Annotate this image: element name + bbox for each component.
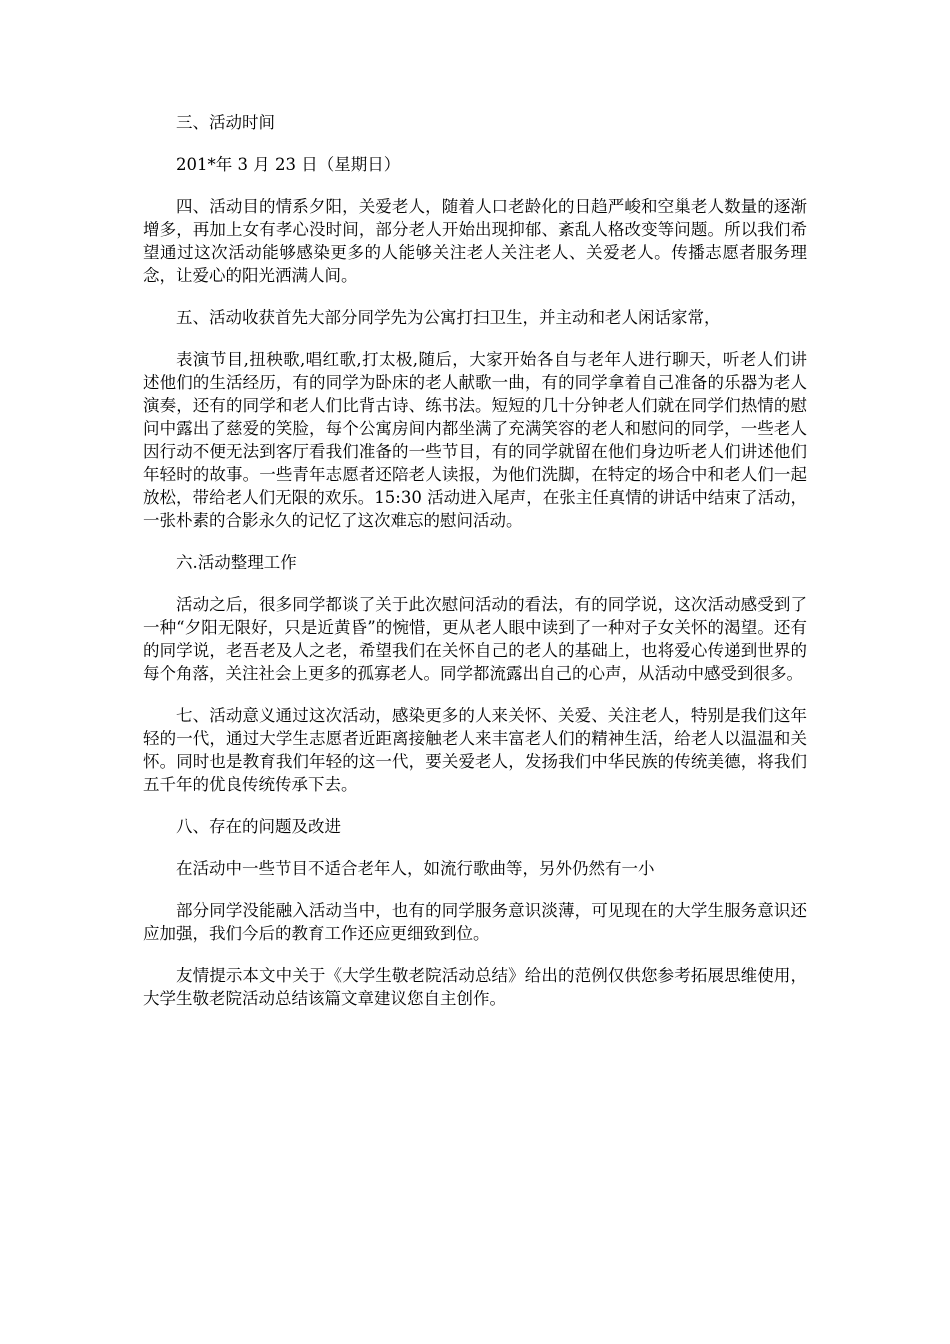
issues-line-2: 部分同学没能融入活动当中，也有的同学服务意识淡薄，可见现在的大学生服务意识还应加强，我们今后的教育工作还应更细致到位。 [143,901,807,943]
section-gains: 五、活动收获首先大部分同学先为公寓打扫卫生，并主动和老人闲话家常， [176,308,721,327]
issues-line-1: 在活动中一些节目不适合老年人，如流行歌曲等，另外仍然有一小 [176,859,655,878]
document-body [143,111,807,1029]
section-purpose: 四、活动目的情系夕阳，关爱老人，随着人口老龄化的日趋严峻和空巢老人数量的逐渐增多，再加上女有孝心没时间，部分老人开始出现抑郁、紊乱人格改变等问题。所以我们希望通过这次活动能够感染更多的人能够关注老人关注老人、关爱老人。传播志愿者服务理念，让爱心的阳光洒满人间。 [143,197,807,285]
section-heading-issues: 八、存在的问题及改进 [176,817,341,836]
section-significance: 七、活动意义通过这次活动，感染更多的人来关怀、关爱、关注老人，特别是我们这年轻的一代，通过大学生志愿者近距离接触老人来丰富老人们的精神生活，给老人以温温和关怀。同时也是教育我们年轻的这一代，要关爱老人，发扬我们中华民族的传统美德，将我们五千年的优良传统传承下去。 [143,706,807,794]
section-heading-wrapup: 六.活动整理工作 [176,553,297,572]
gains-details: 表演节目,扭秧歌,唱红歌,打太极,随后，大家开始各自与老年人进行聊天，听老人们讲述他们的生活经历，有的同学为卧床的老人献歌一曲，有的同学拿着自己准备的乐器为老人演奏，还有的同学和老人们比背古诗、练书法。短短的几十分钟老人们就在同学们热情的慰问中露出了慈爱的笑脸，每个公寓房间内都坐满了充满笑容的老人和慰问的同学，一些老人因行动不便无法到客厅看我们准备的一些节目，有的同学就留在他们身边听老人们讲述他们年轻时的故事。一些青年志愿者还陪老人读报，为他们洗脚，在特定的场合中和老人们一起放松，带给老人们无限的欢乐。15:30 活动进入尾声，在张主任真情的讲话中结束了活动，一张朴素的合影永久的记忆了这次难忘的慰问活动。 [143,350,807,530]
wrapup-details: 活动之后，很多同学都谈了关于此次慰问活动的看法，有的同学说，这次活动感受到了一种“夕阳无限好，只是近黄昏”的惋惜，更从老人眼中读到了一种对子女关怀的渴望。还有的同学说，老吾老及人之老，希望我们在关怀自己的老人的基础上，也将爱心传递到世界的每个角落，关注社会上更多的孤寡老人。同学都流露出自己的心声，从活动中感受到很多。 [143,595,807,683]
section-heading-time: 三、活动时间 [176,113,275,132]
footer-note: 友情提示本文中关于《大学生敬老院活动总结》给出的范例仅供您参考拓展思维使用，大学生敬老院活动总结该篇文章建议您自主创作。 [143,966,807,1008]
activity-date: 201*年 3 月 23 日（星期日） [176,155,401,174]
